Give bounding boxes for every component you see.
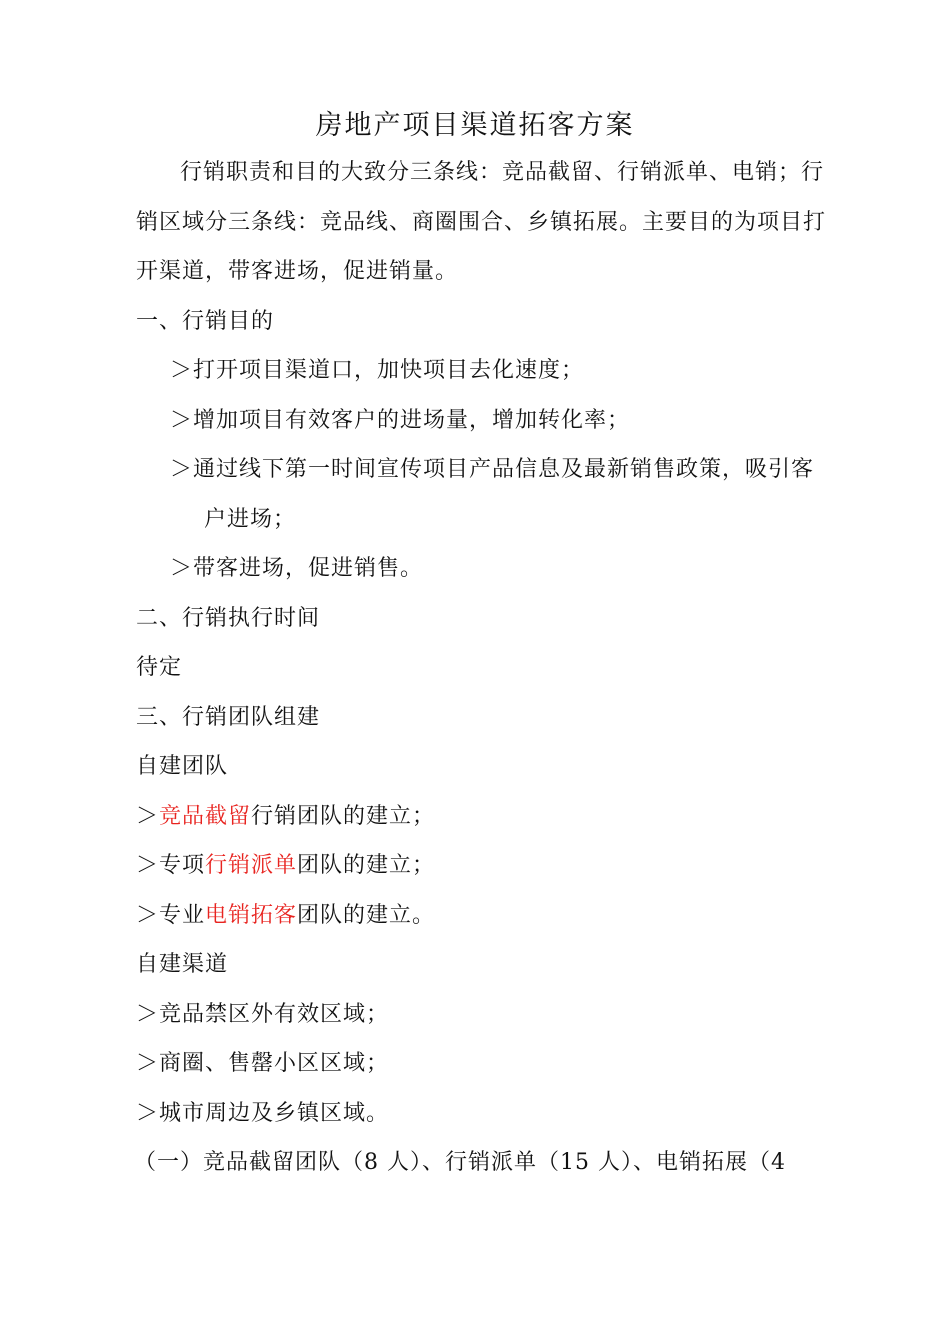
bullet-glyph: ＞	[170, 358, 194, 383]
list-item: ＞专项行销派单团队的建立；	[136, 853, 436, 878]
intro-line-3: 开渠道，带客进场，促进销量。	[136, 259, 459, 284]
section-heading-team: 三、行销团队组建	[136, 705, 321, 730]
list-item: ＞商圈、售罄小区区域；	[136, 1051, 390, 1076]
section-heading-purpose: 一、行销目的	[136, 309, 275, 334]
subheading-self-built-team: 自建团队	[136, 754, 229, 779]
intro-line-1: 行销职责和目的大致分三条线：竞品截留、行销派单、电销；行	[180, 160, 825, 185]
highlight-text: 行销派单	[205, 853, 298, 878]
document-title: 房地产项目渠道拓客方案	[315, 110, 635, 141]
bullet-glyph: ＞	[136, 1101, 160, 1126]
list-item: ＞城市周边及乡镇区域。	[136, 1101, 390, 1126]
bullet-glyph: ＞	[136, 853, 160, 878]
bullet-glyph: ＞	[170, 408, 194, 433]
list-item: ＞专业电销拓客团队的建立。	[136, 903, 436, 928]
highlight-text: 电销拓客	[205, 903, 298, 928]
bullet-glyph: ＞	[136, 804, 160, 829]
list-item: ＞打开项目渠道口，加快项目去化速度；	[170, 358, 585, 383]
subheading-self-built-channel: 自建渠道	[136, 952, 229, 977]
intro-line-2: 销区域分三条线：竞品线、商圈围合、乡镇拓展。主要目的为项目打	[136, 210, 827, 235]
highlight-text: 竞品截留	[159, 804, 252, 829]
bullet-glyph: ＞	[136, 1051, 160, 1076]
list-item-continuation: 户进场；	[204, 507, 297, 532]
list-item: ＞带客进场，促进销售。	[170, 556, 424, 581]
list-item: ＞竞品禁区外有效区域；	[136, 1002, 390, 1027]
section-body-time: 待定	[136, 655, 183, 680]
list-item: ＞通过线下第一时间宣传项目产品信息及最新销售政策，吸引客	[170, 457, 815, 482]
bullet-glyph: ＞	[170, 457, 194, 482]
bullet-glyph: ＞	[136, 1002, 160, 1027]
list-item: ＞增加项目有效客户的进场量，增加转化率；	[170, 408, 631, 433]
section-heading-time: 二、行销执行时间	[136, 606, 321, 631]
subsection-heading: （一）竞品截留团队（8 人）、行销派单（15 人）、电销拓展（4	[134, 1150, 786, 1175]
bullet-glyph: ＞	[170, 556, 194, 581]
bullet-glyph: ＞	[136, 903, 160, 928]
list-item: ＞竞品截留行销团队的建立；	[136, 804, 436, 829]
